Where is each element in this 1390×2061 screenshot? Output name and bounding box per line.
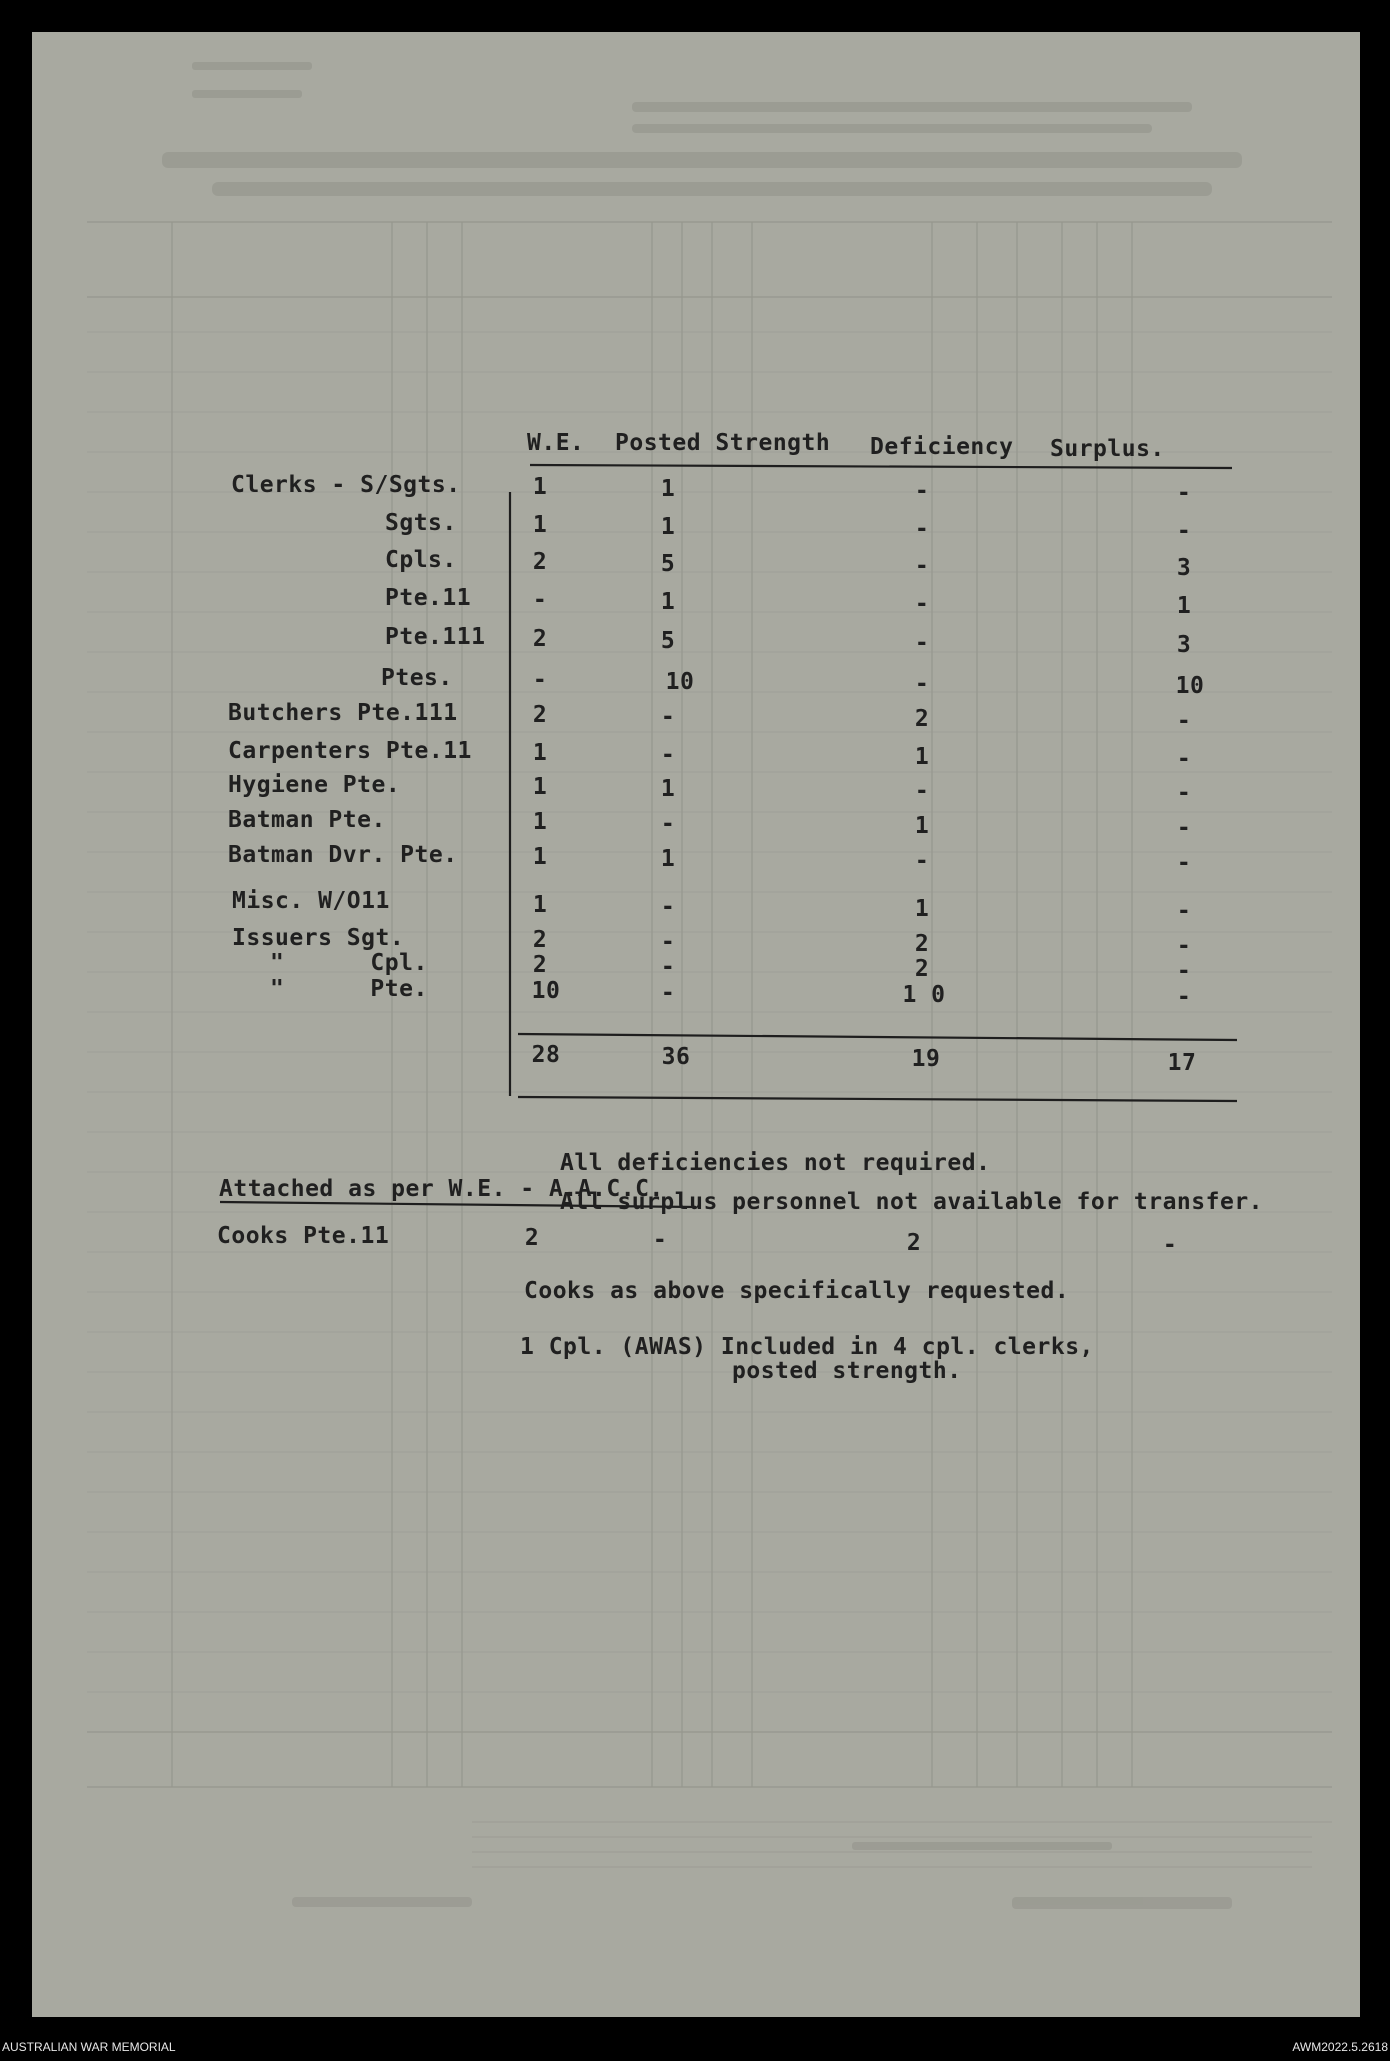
cell-posted: - (660, 929, 676, 955)
col-header-deficiency: Deficiency (870, 434, 1014, 460)
attached-heading: Attached as per W.E. - A.A.C.C. (219, 1176, 664, 1202)
cell-posted: 1 (660, 589, 676, 615)
cell-deficiency: 2 (914, 956, 930, 982)
row-label: Misc. W/O11 (232, 888, 390, 914)
cell-deficiency: 1 0 (902, 982, 946, 1008)
cell-deficiency: - (914, 516, 930, 542)
cell-we: - (532, 667, 548, 693)
typed-rules (32, 32, 1360, 2017)
attached-cell-posted: - (652, 1227, 668, 1253)
cell-posted: 1 (660, 514, 676, 540)
col-header-surplus: Surplus. (1050, 436, 1165, 462)
cell-posted: - (660, 742, 676, 768)
cell-deficiency: - (914, 553, 930, 579)
cell-posted: - (660, 894, 676, 920)
row-label: Pte.111 (385, 624, 486, 650)
cell-posted: - (660, 704, 676, 730)
cell-surplus: - (1176, 480, 1192, 506)
cell-deficiency: - (914, 630, 930, 656)
cell-posted: 1 (660, 476, 676, 502)
note-surplus: All surplus personnel not available for transfer. (560, 1189, 1264, 1215)
cell-deficiency: - (914, 478, 930, 504)
cell-we: 1 (532, 740, 548, 766)
cell-surplus: - (1176, 984, 1192, 1010)
cell-posted: - (660, 980, 676, 1006)
cell-posted: 10 (665, 669, 695, 695)
cell-posted: 5 (660, 551, 676, 577)
cell-deficiency: 1 (914, 896, 930, 922)
cell-we: 2 (532, 626, 548, 652)
attached-cell-we: 2 (524, 1225, 540, 1251)
note-deficiencies: All deficiencies not required. (560, 1150, 991, 1176)
cell-surplus: 3 (1176, 632, 1192, 658)
cell-surplus: - (1176, 898, 1192, 924)
row-label: Issuers Sgt. (232, 925, 405, 951)
cell-deficiency: 2 (914, 706, 930, 732)
row-label: Sgts. (385, 510, 457, 536)
row-label: Clerks - S/Sgts. (231, 472, 461, 498)
cell-we: 1 (532, 774, 548, 800)
cell-surplus: - (1176, 746, 1192, 772)
attached-row-label: Cooks Pte.11 (217, 1223, 390, 1249)
footer-credit: AUSTRALIAN WAR MEMORIAL (2, 2040, 176, 2054)
attached-cell-surplus: - (1162, 1232, 1178, 1258)
awas-note-line2: posted strength. (732, 1358, 962, 1384)
cell-surplus: - (1176, 780, 1192, 806)
total-posted: 36 (661, 1044, 691, 1070)
cell-surplus: - (1176, 958, 1192, 984)
cell-posted: - (660, 954, 676, 980)
cell-surplus: 1 (1176, 593, 1192, 619)
faint-form-grid (32, 32, 1360, 2017)
cell-deficiency: 1 (914, 813, 930, 839)
cell-we: 10 (531, 978, 561, 1004)
row-label: Batman Pte. (228, 807, 386, 833)
row-label: Batman Dvr. Pte. (228, 842, 458, 868)
cell-we: 1 (532, 844, 548, 870)
cell-posted: - (660, 811, 676, 837)
cell-we: 2 (532, 927, 548, 953)
cell-surplus: 3 (1176, 555, 1192, 581)
cell-surplus: - (1176, 518, 1192, 544)
row-label: " Cpl. (270, 950, 428, 976)
row-label: Cpls. (385, 547, 457, 573)
total-surplus: 17 (1167, 1050, 1197, 1076)
cell-we: 1 (532, 892, 548, 918)
cell-we: 2 (532, 549, 548, 575)
cell-deficiency: 1 (914, 744, 930, 770)
row-label: " Pte. (270, 976, 428, 1002)
cell-deficiency: - (914, 848, 930, 874)
row-label: Butchers Pte.111 (228, 700, 458, 726)
total-deficiency: 19 (911, 1046, 941, 1072)
attached-note: Cooks as above specifically requested. (524, 1278, 1070, 1304)
cell-surplus: - (1176, 815, 1192, 841)
cell-deficiency: - (914, 671, 930, 697)
row-label: Ptes. (381, 665, 453, 691)
row-label: Pte.11 (385, 585, 472, 611)
cell-deficiency: 2 (914, 931, 930, 957)
cell-we: 1 (532, 809, 548, 835)
cell-posted: 1 (660, 776, 676, 802)
cell-we: 1 (532, 512, 548, 538)
cell-we: - (532, 587, 548, 613)
cell-we: 2 (532, 702, 548, 728)
cell-surplus: 10 (1175, 673, 1205, 699)
cell-deficiency: - (914, 591, 930, 617)
document-sheet (32, 32, 1360, 2017)
cell-surplus: - (1176, 933, 1192, 959)
awas-note-line1: 1 Cpl. (AWAS) Included in 4 cpl. clerks, (520, 1334, 1094, 1360)
cell-we: 2 (532, 952, 548, 978)
cell-deficiency: - (914, 778, 930, 804)
cell-posted: 1 (660, 846, 676, 872)
cell-surplus: - (1176, 850, 1192, 876)
row-label: Carpenters Pte.11 (228, 738, 472, 764)
attached-cell-deficiency: 2 (906, 1230, 922, 1256)
footer-accession: AWM2022.5.2618 (1292, 2040, 1388, 2054)
cell-posted: 5 (660, 628, 676, 654)
cell-surplus: - (1176, 708, 1192, 734)
cell-we: 1 (532, 474, 548, 500)
row-label: Hygiene Pte. (228, 772, 401, 798)
total-we: 28 (531, 1042, 561, 1068)
col-header-we: W.E. (527, 430, 585, 456)
col-header-posted-strength: Posted Strength (615, 430, 831, 456)
